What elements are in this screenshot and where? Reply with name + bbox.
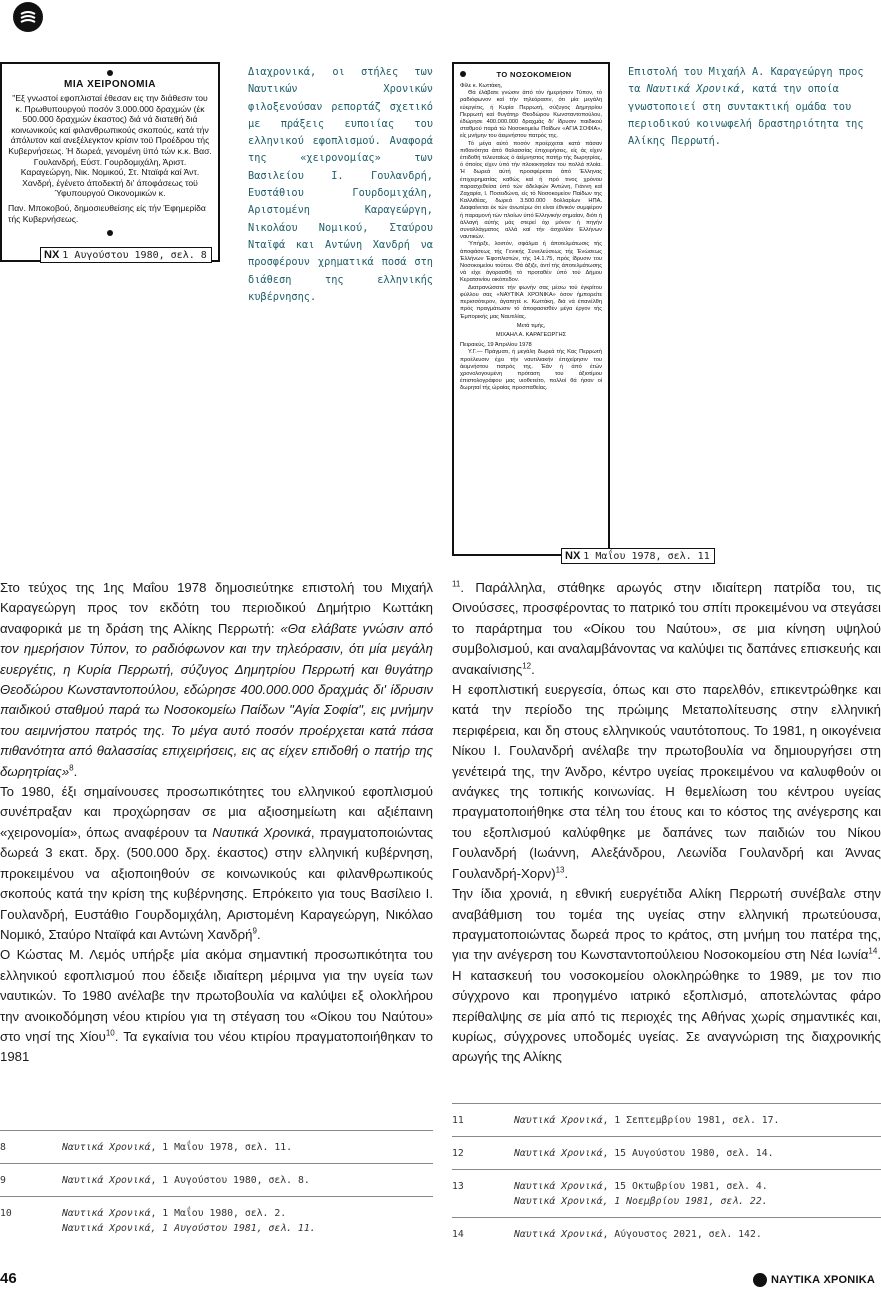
footnotes-left [0, 1130, 433, 1244]
letter-closing: Μετά τιμής, [516, 322, 546, 329]
footnote [452, 1103, 881, 1136]
brand-name: ΝΑΥΤΙΚΑ ΧΡΟΝΙΚΑ [770, 1274, 875, 1286]
caption-text: , κατά την οποία γνωστοποιεί στη συντακτική ομάδα του περιοδικού κοινωφελή δραστηριότητα της Αλίκης Περρωτή. [628, 83, 864, 148]
text: , 15 Οκτωβρίου 1981, σελ. 4. [602, 1181, 768, 1192]
footnote-text [514, 1227, 881, 1242]
text: . Παράλληλα, στάθηκε αρωγός στην ιδιαίτερη πατρίδα του, τις Οινούσσες, προσφέροντας το πατρικό του σπίτι προκειμένου να στεγάσει το παράρτημα του «Οίκου του Ναύτου», σε μια κίνηση υψηλού συμβολισμού, και αναλαμβάνοντας να καλύψει τις δαπάνες επισκευής και ανακαίνισης [452, 580, 881, 677]
article-column-right [452, 578, 881, 1068]
footnote-ref: 10 [105, 1028, 115, 1038]
footnote [452, 1136, 881, 1169]
quote: «Θα ελάβατε γνώσιν από τον ημερήσιον Τύπον, το ραδιόφωνον και την τηλεόρασιν, ότι μία μεγάλη ευεργέτις, η Κυρία Περρωτή, σύζυγος Δημητρίου Περρωτή και θυγάτηρ Θεοδώρου Κωνσταντοπούλου, εδώρησε 400.000.000 δραχμάς δι' ίδρυσιν παιδικού σταθμού παρά τω Νοσοκομείω Παίδων "Αγία Σοφία", εις μνήμην του αειμνήστου πατρός της. Το μέγα αυτό ποσόν προέρχεται κατά πάσα πιθανότητα από θαλασσίας επιχειρήσεις, εις ας είχεν επιδοθή ο πατήρ της δωρητρίας» [0, 620, 433, 779]
clipping-title: ΜΙΑ ΧΕΙΡΟΝΟΜΙΑ [63, 79, 156, 90]
footnote-ref: 11 [452, 579, 461, 589]
text: . Τα εγκαίνια του νέου κτιρίου πραγματοποιήθηκαν το 1981 [0, 1028, 434, 1065]
footnote-number: 14 [452, 1229, 464, 1240]
footnote-line2: Ναυτικά Χρονικά, 1 Νοεμβρίου 1981, σελ. 22. [514, 1196, 768, 1207]
nautika-logo-icon [13, 2, 43, 32]
footnote [0, 1130, 433, 1163]
letter-signature: ΜΙΧΑΗΛ Α. ΚΑΡΑΓΕΩΡΓΗΣ [495, 331, 567, 338]
source-tag [561, 548, 715, 564]
article-column-left [0, 578, 433, 1068]
text: Την ίδια χρονιά, η εθνική ευεργέτιδα Αλίκη Περρωτή συνέβαλε στην αναβάθμιση του τομέα της υγείας στην ελληνική πρωτεύουσα, πραγματοποιώντας δωρεά προς το κράτος, στη μνήμη του πατέρα της, για την ανέγερση του Κωνσταντοπούλειου Νοσοκομείου στη Νέα Ιωνία [452, 886, 881, 963]
letter-text [460, 83, 602, 321]
bullet-dot [107, 70, 113, 76]
text: , πραγματοποιώντας δωρεά 3 εκατ. δρχ. (500.000 δρχ. έκαστος) στην ελληνική κυβέρνηση, προκειμένου να αξιοποιηθούν σε κοινωνικούς και φιλανθρωπικούς σκοπούς κατά την κρίση της κυβέρνησης. Επρόκειτο για τους Βασίλειο Ι. Γουλανδρή, Ευστάθιο Γουρδομιχάλη, Αριστομένη Καραγεώργη, Νικόλαο Νομικό, Σταύρο Νταϊφά και Αντώνη Χανδρή [0, 824, 434, 942]
caption-letter [628, 64, 878, 150]
letter-paragraph: Τό μέγα αύτό ποσόν προέρχεται κατά πάσαν πιθανότητα άπό θαλασσίας έπιχειρήσεις, είς άς είχεν έπιδοθή τελευταίως ό άείμνηστος πατήρ τής δωρητρίας, ό όποίος είχεν ύπό τήν πλοιοκτησίαν του πολλά πλοία. Ή δωρεά αύτή προσφέρεται άπό Έλληνας έπιχειρηματίας καθώς καί ή πρό τινος χρόνου παρασχεθείσα ύπό τών άδελφών Άντώνη, Γιάννη καί Ζαχαρία, Ι. Ποσειδώνα, είς τό Νοσοκομείον Παίδων της Καλλιθέας, δωρεά 3.500.000 δολλαρίων ΗΠΑ. Διαφαίνεται έκ τών άνωτέρω ότι είναι έθνικόν συμφέρον ή παραμονή τών πλοίων ύπό Ελληνικήν σημαίαν, διότι ή άλλαγή αύτής μάς στερεί όχι μόνον ή πηγήν συναλλάγματος αλλά καί τήν άσχολίαν Ελλήνων ναυτικών. [460, 140, 602, 241]
italic-title: Ναυτικά Χρονικά [62, 1175, 151, 1186]
text: , 1 Σεπτεμβρίου 1981, σελ. 17. [602, 1115, 780, 1126]
text: , 1 Μαΐου 1980, σελ. 2. [150, 1208, 287, 1219]
article-paragraph [452, 884, 881, 1068]
italic-title: Ναυτικά Χρονικά [514, 1115, 603, 1126]
article-paragraph [0, 945, 433, 1067]
nx-brand: NX [44, 249, 60, 261]
article-paragraph [452, 578, 881, 680]
footnote-text [514, 1146, 881, 1161]
article-paragraph [452, 680, 881, 884]
bullet-dot [107, 230, 113, 236]
letter-paragraph: Ύπήρξε, λοιπόν, σφάλμα ή άποτελμάτωσις τής άποφάσεως τής Γενικής Συνελεύσεως τής Ένώσεως Έλλήνων Έφοπλιστών, τής 14.1.75, πρός ίδρυσιν του Νοσοκομείου τούτου. Θά άξιζε, άντί τής άποτελμάτωσης νά είχε άγορασθή τό προταθέν ύπό τού Δήμου Κερατσινίου οικόπεδον. [460, 241, 602, 284]
letter-greeting: Φίλε κ. Κωττάκη, [460, 83, 503, 89]
footnote-number: 12 [452, 1148, 464, 1159]
italic-title: Ναυτικά Χρονικά [62, 1208, 151, 1219]
letter-paragraph: Θά έλάβατε γνώσιν άπό τόν ήμερήσιον Τύπον, τό ραδιόφωνον καί τήν τηλεόρασιν, ότι μία μεγάλη εύεργέτις, ή Κυρία Περρωτή, σύζυγος Δημητρίου Περρωτή καί θυγάτηρ Θεοδώρου Κωνσταντοπούλου, έδώρησε 400.000.000 δραχμάς δι' ίδρυσιν παιδικού σταθμού παρά τώ Νοσοκομείω Παίδων «ΑΓΙΑ ΣΟΦΙΑ», είς μνήμην του άειμνήστου πατρός της. [460, 90, 602, 140]
nautika-logo-mark [13, 2, 43, 32]
text: Η εφοπλιστική ευεργεσία, όπως και στο παρελθόν, επικεντρώθηκε και κατά την περίοδο της πρώιμης Μεταπολίτευσης στην ελληνική περιφέρεια, και δη στους ελληνικούς ναυτότοπους. Το 1981, η οικογένεια Νίκου Ι. Γουλανδρή ανέλαβε την πρωτοβουλία να δημιουργήσει στη γενέτειρά της, την Άνδρο, κέντρο υγείας προκειμένου να καλυφθούν οι ανάγκες της τοπικής κοινωνίας. Η θεμελίωση του κέντρου υγείας πραγματοποιήθηκε στα τέλη του έτους και το κόστος της ανέγερσης και του εξοπλισμού καλύφθηκε με δαπάνες των παιδιών του Νίκου Γουλανδρή (Ιωάννη, Αλεξάνδρου, Λεωνίδα Γουλανδρή και Άννας Γουλανδρή-Χορν) [452, 682, 881, 881]
italic-title: Ναυτικά Χρονικά [212, 824, 311, 840]
italic-title: Ναυτικά Χρονικά [514, 1148, 603, 1159]
postscript-text: Υ.Γ.— Πράγματι, ή μεγάλη δωρεά τής Κας Περρωτή προέλευσιν έχει τήν ναυτιλιακήν έπιχείρησιν του άειμνήστου πατρός της. Έάν ή άπό έτών χρονολογουμένη πρόταση του άξιοτίμου έπιστολογράφου μας υιοθετείτο, πολλοί θά ήσαν οί δωρηταί τής ώραίας προσπαθείας. [460, 349, 602, 392]
footnote-number: 10 [0, 1208, 12, 1219]
text: . [256, 926, 261, 942]
text: . [531, 661, 535, 677]
clipping-title: ΤΟ ΝΟΣΟΚΟΜΕΙΟΝ [496, 70, 572, 79]
caption-text: Επιστολή του Μιχαήλ Α. Καραγεώργη προς τα [628, 66, 864, 96]
article-paragraph [0, 578, 433, 782]
text: . [564, 865, 569, 881]
footnote-text [514, 1179, 881, 1209]
footer-brand [753, 1273, 875, 1287]
footnote [0, 1163, 433, 1196]
footnote-ref: 8 [69, 763, 74, 773]
footnotes-right [452, 1103, 881, 1250]
footnote-number: 9 [0, 1175, 6, 1186]
italic-title: Ναυτικά Χρονικά [514, 1229, 603, 1240]
footnote-text [514, 1113, 881, 1128]
newspaper-clipping-hospital [452, 62, 610, 556]
clipping-body: "Εξ γνωστοί εφοπλισταί έθεσαν εις την διάθεσιν του κ. Πρωθυπουργού ποσόν 3.000.000 δραχμών (έκ 500.000 δραχμών έκαστος) διά νά διατεθή διά κοινωνικούς καί φιλανθρωπικούς σκοπούς, κατά τήν άπόλυτον καί ανεξέλεγκτον κρίσιν τοϋ Προέδρου τής Κυβερνήσεως. Ή δωρεά, γενομένη ϋπό τών κ.κ. Βασ. Γουλανδρή, Εύστ. Γουρδομιχάλη, Άριστ. Καραγεώργη, Νικ. Νομικού, Στ. Νταϊφά καί Άντ. Χανδρή, έγένετο άποδεκτή δι' άποφάσεως τοϋ Ύφυπουργού Οικονομικών κ. [8, 93, 212, 199]
letter-postscript [460, 349, 602, 392]
footnote [0, 1196, 433, 1244]
text: , 1 Αυγούστου 1980, σελ. 8. [150, 1175, 310, 1186]
footnote-ref: 9 [252, 926, 257, 936]
text: . [73, 763, 78, 779]
footnote-number: 11 [452, 1115, 464, 1126]
nautika-logo-icon [753, 1273, 767, 1287]
text: . Η κατασκευή του νοσοκομείου ολοκληρώθηκε το 1989, με τον πιο σύγχρονο και προηγμένο ιατρικό εξοπλισμό, αποτελώντας φάρο περίθαλψης σε μία από τις περιοχές της Αθήνας χωρίς σημαντικές και, κυρίως, σύγχρονες υποδομές υγείας. Σε αναγνώριση της διαχρονικής αρωγής της Αλίκης [452, 947, 881, 1065]
text: Ο Κώστας Μ. Λεμός υπήρξε μία ακόμα σημαντική προσωπικότητα του ελληνικού εφοπλισμού που έδειξε ιδιαίτερη μέριμνα για την υγεία των ναυτικών. Το 1980 ανέλαβε την πρωτοβουλία να καλύψει εξ ολοκλήρου την ανοικοδόμηση νέου κτιρίου για τη στέγαση του «Οίκου του Ναύτου» στο νησί της Χίου [0, 947, 433, 1044]
text: , Αύγουστος 2021, σελ. 142. [602, 1229, 762, 1240]
footnote-number: 8 [0, 1142, 6, 1153]
letter-date: Πειραιεύς, 19 Άπριλίου 1978 [460, 342, 532, 349]
footnote-line2: Ναυτικά Χρονικά, 1 Αυγούστου 1981, σελ. 11. [62, 1223, 316, 1234]
italic-title: Ναυτικά Χρονικά [62, 1142, 151, 1153]
page-number: 46 [0, 1270, 17, 1287]
text: Στο τεύχος της 1ης Μαΐου 1978 δημοσιεύτηκε επιστολή του Μιχαήλ Καραγεώργη προς τον εκδότη του περιοδικού Δημήτριο Κωττάκη αναφορικά με τη δράση της Αλίκης Περρωτή: [0, 580, 433, 636]
newspaper-clipping-gesture [0, 62, 220, 262]
footnote-text [62, 1140, 433, 1155]
footnote-text [62, 1173, 433, 1188]
footnote [452, 1217, 881, 1250]
caption-italic: Ναυτικά Χρονικά [646, 83, 740, 96]
nx-brand: NX [565, 550, 581, 562]
footnote-ref: 14 [868, 946, 878, 956]
caption-gesture [248, 64, 433, 306]
footnote [452, 1169, 881, 1217]
source-date: 1 Μαΐου 1978, σελ. 11 [583, 551, 710, 562]
source-tag [40, 247, 212, 263]
text: Το 1980, έξι σημαίνουσες προσωπικότητες του ελληνικού εφοπλισμού συνέπραξαν και προχώρησαν σε μια αξιοσημείωτη και αξιέπαινη «χειρονομία», όπως αναφέρουν τα [0, 784, 433, 840]
clipping-body-end: Παν. Μποκοβού, δημοσιευθείσης είς τήν Έφημερίδα τής Κυβερνήσεως. [8, 202, 206, 224]
source-date: 1 Αυγούστου 1980, σελ. 8 [62, 250, 207, 261]
footnote-number: 13 [452, 1181, 464, 1192]
article-paragraph [0, 782, 433, 945]
text: , 1 Μαΐου 1978, σελ. 11. [150, 1142, 293, 1153]
caption-text: Διαχρονικά, οι στήλες των Ναυτικών Χρονικών φιλοξενούσαν ρεπορτάζ σχετικό με πράξεις ευποιίας του ελληνικού εφοπλισμού. Αναφορά της «χειρονομίας» των Βασιλείου Ι. Γουλανδρή, Ευστάθιου Γουρδομιχάλη, Αριστομένη Καραγεώργη, Νικολάου Νομικού, Σταύρου Νταϊφά και Αντώνη Χανδρή να προσφέρουν χρηματικά ποσά στη διάθεση της ελληνικής κυβέρνησης. [248, 66, 433, 303]
clipping-header [460, 70, 602, 79]
footnote-ref: 13 [555, 865, 565, 875]
footnote-ref: 12 [522, 661, 532, 671]
letter-paragraph: Διατρανώσατε τήν φωνήν σας μέσω τού έγκρίτου φύλλου σας «ΝΑΥΤΙΚΑ ΧΡΟΝΙΚΑ» όσον ήμπορείτε περισσότερον, άγαπητέ κ. Κωττάκη, διά νά έπανέλθη πρός πραγμάτωσιν τό άποφασισθέν μέγα έργον τής Έμπορικής μας Ναυτιλίας. [460, 284, 602, 320]
footnote-text [62, 1206, 433, 1236]
italic-title: Ναυτικά Χρονικά [514, 1181, 603, 1192]
text: , 15 Αυγούστου 1980, σελ. 14. [602, 1148, 774, 1159]
